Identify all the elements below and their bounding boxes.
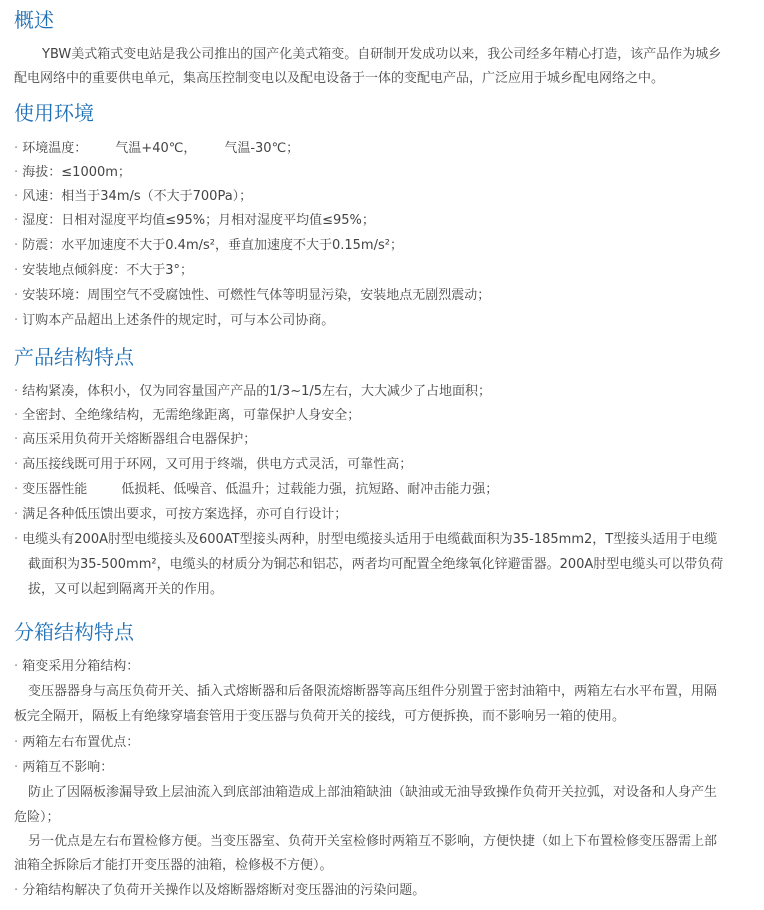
env-item: [14, 209, 759, 232]
structure-item: [14, 404, 759, 427]
overview-para-line2: 配电网络中的重要供电单元，集高压控制变电以及配电设备于一体的变配电产品，广泛应用于城乡配电网络之中。: [14, 71, 665, 86]
overview-para-line1: YBW美式箱式变电站是我公司推出的国产化美式箱变。自研制开发成功以来，我公司经多年精心打造，该产品作为城乡: [42, 47, 722, 62]
env-item: [14, 309, 759, 332]
env-item: [14, 185, 759, 208]
compartment-title: 分箱结构特点: [14, 620, 134, 644]
bullet-dot: ·: [14, 760, 19, 775]
cable-text-line1: 电缆头有200A肘型电缆接头及600AT型接头两种，肘型电缆接头适用于电缆截面积为35-185mm2，T型接头适用于电缆: [22, 532, 718, 547]
compartment-item: [14, 731, 759, 754]
env-item-text: 安装环境：周围空气不受腐蚀性、可燃性气体等明显污染，安装地点无剧烈震动；: [22, 288, 491, 303]
env-item: [14, 234, 759, 257]
bullet-dot: ·: [14, 141, 19, 156]
structure-cable-line1: [14, 528, 759, 551]
env-item: [14, 161, 759, 184]
compartment-para1-line2: 板完全隔开，隔板上有绝缘穿墙套管用于变压器与负荷开关的接线，可方便拆换，而不影响另一箱的使用。: [14, 709, 626, 724]
compartment-para2-line2: 危险）；: [14, 810, 60, 825]
structure-cable-line3: 拔，又可以起到隔离开关的作用。: [28, 582, 224, 597]
bullet-dot: ·: [14, 659, 19, 674]
compartment-item-text: 箱变采用分箱结构：: [22, 659, 140, 674]
bullet-dot: ·: [14, 532, 19, 547]
transformer-value: 低损耗、低噪音、低温升；过载能力强，抗短路、耐冲击能力强；: [121, 482, 499, 497]
structure-item-text: 高压采用负荷开关熔断器组合电器保护；: [22, 432, 257, 447]
compartment-item: [14, 879, 759, 902]
bullet-dot: ·: [14, 883, 19, 898]
compartment-item-text: 两箱互不影响：: [22, 760, 114, 775]
bullet-dot: ·: [14, 165, 19, 180]
transformer-label: 变压器性能: [22, 482, 88, 497]
structure-item: [14, 453, 759, 476]
overview-title: 概述: [14, 8, 54, 32]
environment-title: 使用环境: [14, 101, 94, 125]
env-item-text: 订购本产品超出上述条件的规定时，可与本公司协商。: [22, 313, 335, 328]
structure-item: [14, 380, 759, 403]
bullet-dot: ·: [14, 408, 19, 423]
structure-item: [14, 428, 759, 451]
structure-title: 产品结构特点: [14, 345, 134, 369]
env-temp-item: [14, 137, 759, 160]
compartment-para2-line1: 防止了因隔板渗漏导致上层油流入到底部油箱造成上部油箱缺油（缺油或无油导致操作负荷开关拉弧，对设备和人身产生: [28, 785, 718, 800]
compartment-item-text: 分箱结构解决了负荷开关操作以及熔断器熔断对变压器油的污染问题。: [22, 883, 426, 898]
structure-cable-line2: 截面积为35-500mm²，电缆头的材质分为铜芯和铝芯，两者均可配置全绝缘氧化锌避雷器。200A肘型电缆头可以带负荷: [28, 557, 724, 572]
compartment-item-text: 两箱左右布置优点：: [22, 735, 140, 750]
bullet-dot: ·: [14, 457, 19, 472]
bullet-dot: ·: [14, 288, 19, 303]
bullet-dot: ·: [14, 263, 19, 278]
structure-item-text: 全密封、全绝缘结构，无需绝缘距离，可靠保护人身安全；: [22, 408, 361, 423]
env-temp-low: 气温-30℃；: [224, 141, 300, 156]
env-item: [14, 284, 759, 307]
bullet-dot: ·: [14, 432, 19, 447]
env-temp-label: 环境温度：: [22, 141, 88, 156]
env-item-text: 安装地点倾斜度：不大于3°；: [22, 263, 194, 278]
bullet-dot: ·: [14, 482, 19, 497]
bullet-dot: ·: [14, 213, 19, 228]
structure-item-text: 高压接线既可用于环网，又可用于终端，供电方式灵活，可靠性高；: [22, 457, 413, 472]
bullet-dot: ·: [14, 238, 19, 253]
bullet-dot: ·: [14, 189, 19, 204]
env-item: [14, 259, 759, 282]
bullet-dot: ·: [14, 507, 19, 522]
compartment-item: [14, 756, 759, 779]
env-item-text: 海拔：≤1000m；: [22, 165, 131, 180]
structure-item-text: 结构紧凑，体积小，仅为同容量国产产品的1/3~1/5左右，大大减少了占地面积；: [22, 384, 492, 399]
bullet-dot: ·: [14, 384, 19, 399]
bullet-dot: ·: [14, 735, 19, 750]
structure-transformer-item: [14, 478, 759, 501]
structure-item-text: 满足各种低压馈出要求，可按方案选择，亦可自行设计；: [22, 507, 348, 522]
env-item-text: 防震：水平加速度不大于0.4m/s²，垂直加速度不大于0.15m/s²；: [22, 238, 403, 253]
compartment-para3-line2: 油箱全拆除后才能打开变压器的油箱，检修极不方便）。: [14, 858, 333, 873]
compartment-para1-line1: 变压器器身与高压负荷开关、插入式熔断器和后备限流熔断器等高压组件分别置于密封油箱中，两箱左右水平布置，用隔: [28, 684, 718, 699]
env-item-text: 湿度：日相对湿度平均值≤95%；月相对湿度平均值≤95%；: [22, 213, 375, 228]
env-temp-high: 气温+40℃，: [115, 141, 197, 156]
compartment-para3-line1: 另一优点是左右布置检修方便。当变压器室、负荷开关室检修时两箱互不影响，方便快捷（如上下布置检修变压器需上部: [28, 834, 718, 849]
compartment-item: [14, 655, 759, 678]
env-item-text: 风速：相当于34m/s（不大于700Pa）；: [22, 189, 253, 204]
structure-item: [14, 503, 759, 526]
bullet-dot: ·: [14, 313, 19, 328]
